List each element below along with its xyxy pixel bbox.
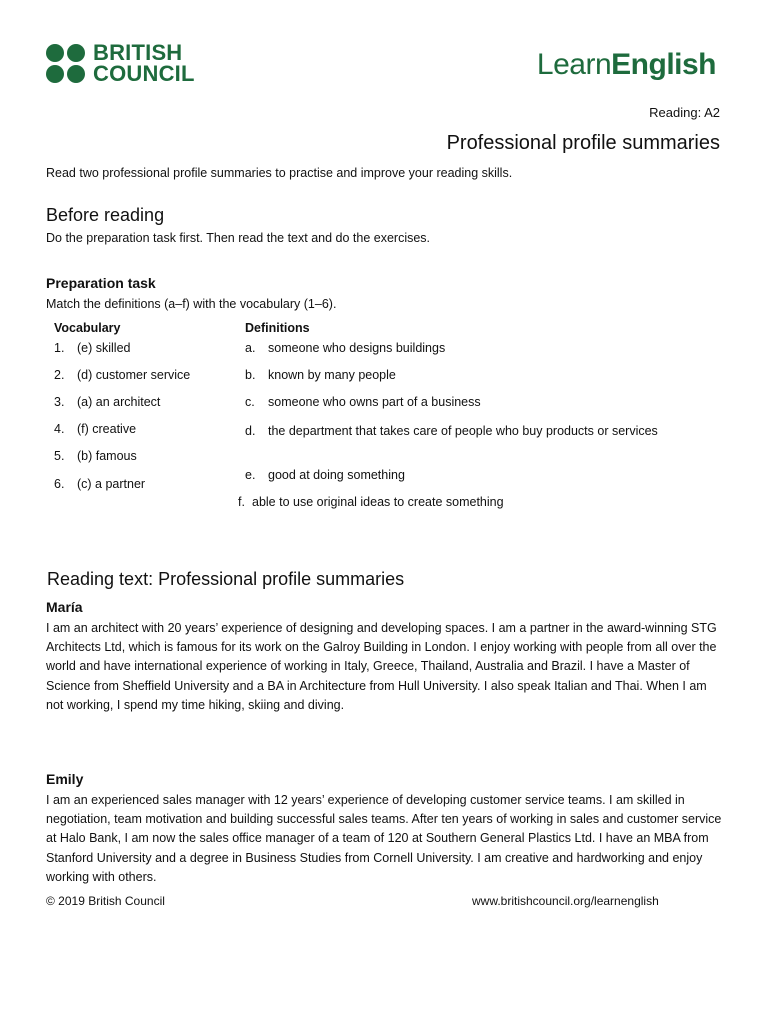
reading-text-heading: Reading text: Professional profile summaries <box>47 569 405 589</box>
website-link[interactable]: www.britishcouncil.org/learnenglish <box>472 894 659 908</box>
learn-bold-text: English <box>611 48 716 81</box>
prep-task-heading: Preparation task <box>46 275 156 291</box>
intro-text: Read two professional profile summaries to practise and improve your reading skills. <box>46 166 513 180</box>
emily-profile-text: I am an experienced sales manager with 12 years’ experience of developing customer service teams. I am skilled in negotiation, team motivation and building successful sales teams. After ten years of working in sales and customer service at Halo Bank, I am now the sales office manager of a team of 120 at Southern General Plastics Ltd. I have an MBA from Stanford University and a degree in Business Studies from Cornell University. I am creative and hardworking and enjoy working with others. <box>46 793 722 884</box>
vocab-item: 3. (a) an architect <box>54 395 161 409</box>
vocab-item: 5. (b) famous <box>54 449 137 463</box>
vocab-item: 6. (c) a partner <box>54 477 146 491</box>
before-reading-heading: Before reading <box>46 205 165 225</box>
copyright-text: © 2019 British Council <box>46 894 165 908</box>
definition-item: c. someone who owns part of a business <box>245 395 481 409</box>
vocabulary-header: Vocabulary <box>54 321 121 335</box>
maria-profile-text: I am an architect with 20 years’ experience of designing and developing spaces. I am a partner in the award-winning STG Architects Ltd, which is famous for its work on the Galroy Building in London. I enjoy working with people from all over the world and have international experience of working in Italy, Greece, Thailand, Australia and Brazil. I have a Master of Science from Sheffield University and a BA in Architecture from Hull University. I also speak Italian and Thai. When I am not working, I spend my time hiking, skiing and diving. <box>46 621 717 712</box>
brand-line-1: BRITISH <box>93 40 183 65</box>
emily-name: Emily <box>46 771 84 787</box>
level-label: Reading: A2 <box>649 105 720 120</box>
definition-item: f. able to use original ideas to create something <box>238 495 504 509</box>
definition-item: a. someone who designs buildings <box>245 341 446 355</box>
before-reading-text: Do the preparation task first. Then read the text and do the exercises. <box>46 231 431 245</box>
definitions-header: Definitions <box>245 321 310 335</box>
brand-line-2: COUNCIL <box>93 61 195 86</box>
british-council-dots-icon <box>46 44 85 83</box>
maria-name: María <box>46 599 83 615</box>
definition-item: e. good at doing something <box>245 468 405 482</box>
prep-task-instruction: Match the definitions (a–f) with the vocabulary (1–6). <box>46 297 337 311</box>
learnenglish-logo <box>537 48 716 82</box>
vocab-item: 1. (e) skilled <box>54 341 131 355</box>
learn-light-text: Learn <box>536 48 612 81</box>
vocab-item: 2. (d) customer service <box>54 368 191 382</box>
definition-item: d. the department that takes care of people who buy products or services <box>245 424 658 438</box>
british-council-logo <box>46 42 195 84</box>
page-title: Professional profile summaries <box>446 132 720 154</box>
vocab-item: 4. (f) creative <box>54 422 137 436</box>
definition-item: b. known by many people <box>245 368 396 382</box>
